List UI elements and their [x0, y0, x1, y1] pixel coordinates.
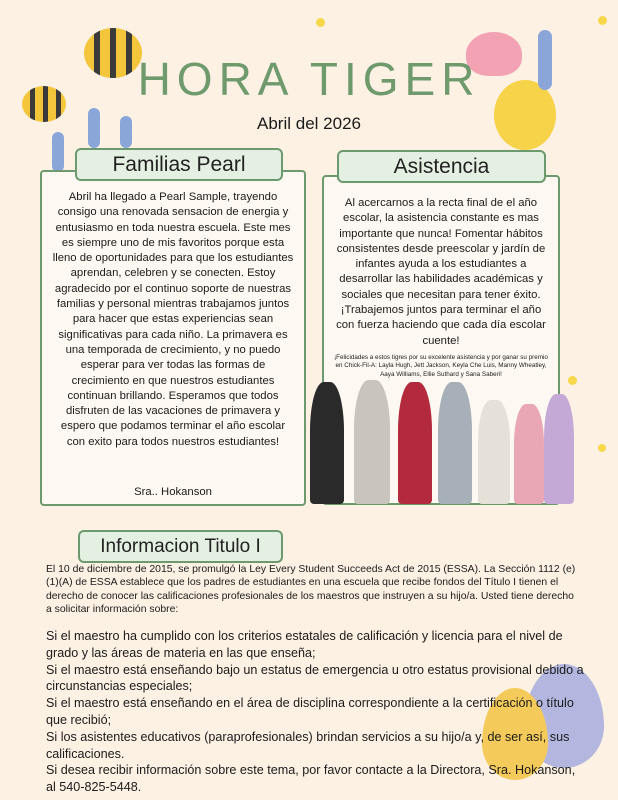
- titulo-list: [46, 628, 586, 796]
- newsletter-title: HORA TIGER: [137, 53, 481, 105]
- familias-heading: Familias Pearl: [75, 148, 283, 181]
- titulo-contact: Si desea recibir información sobre este tema, por favor contacte a la Directora, Sra. Hokanson, al 540-825-5448.: [46, 763, 576, 795]
- titulo-intro: El 10 de diciembre de 2015, se promulgó la Ley Every Student Succeeds Act de 2015 (ESSA). La Sección 1112 (e)(1)(A) de ESSA establece que los padres de estudiantes en una escuela que recibe fondos del Título I tienen el derecho de conocer las calificaciones profesionales de los maestros que instruyen a su hijo/a. Usted tiene derecho a solicitar información sobre:: [46, 564, 576, 616]
- titulo-heading: Informacion Titulo I: [78, 530, 283, 563]
- asistencia-caption: ¡Felicidades a estos tigres por su excelente asistencia y por ganar su premio en Chick-Fil-A: Layla Hugh, Jett Jackson, Keyla Che Luis, Manny Wheatley, Aaya Williams, Ellie Suthard y Sana Saberi!: [334, 354, 548, 378]
- titulo-item: Si los asistentes educativos (paraprofesionales) brindan servicios a su hijo/a y, de ser así, sus calificaciones.: [46, 729, 570, 761]
- asistencia-body: Al acercarnos a la recta final de el año escolar, la asistencia constante es mas importante que nunca! Fomentar hábitos consistentes desde preescolar y jardín de infantes ayuda a los estudiantes a desarrollar las habilidades académicas y sociales que necesitan para tener éxito. ¡Trabajemos juntos para terminar el año con fuerza haciendo que cada día escolar cuente!: [336, 197, 546, 347]
- familias-signature: Sra.. Hokanson: [134, 486, 212, 498]
- asistencia-heading: Asistencia: [337, 150, 546, 183]
- titulo-item: Si el maestro ha cumplido con los criterios estatales de calificación y licencia para el nivel de grado y las áreas de materia en las que enseña;: [46, 629, 563, 660]
- titulo-item: Si el maestro está enseñando bajo un estatus de emergencia u otro estatus provisional debido a circunstancias especiales;: [46, 662, 584, 694]
- newsletter-date: Abril del 2026: [257, 114, 361, 133]
- familias-body: Abril ha llegado a Pearl Sample, trayendo consigo una renovada sensacion de energia y entusiasmo en toda nuestra escuela. Este mes es siempre uno de mis favoritos porque esta lleno de oportunidades para que los estudiantes aprendan, celebren y se conecten. Estoy agradecido por el continuo soporte de nuestras familias y personal mientras trabajamos juntos para hacer que estas experiencias sean significativas para cada niño. La primavera es una temporada de crecimiento, y no puedo esperar para ver todas las formas de crecimiento en que nuestros estudiantes continuan brillando. Esperamos que todos disfruten de las vacaciones de primavera y espero que podamos terminar el año escolar con exito para todos nuestros estudiantes!: [52, 191, 294, 448]
- flower-icon: [52, 132, 64, 172]
- students-photo: [306, 378, 576, 504]
- titulo-item: Si el maestro está enseñando en el área de disciplina correspondiente a la certificación o título que recibió;: [46, 696, 574, 727]
